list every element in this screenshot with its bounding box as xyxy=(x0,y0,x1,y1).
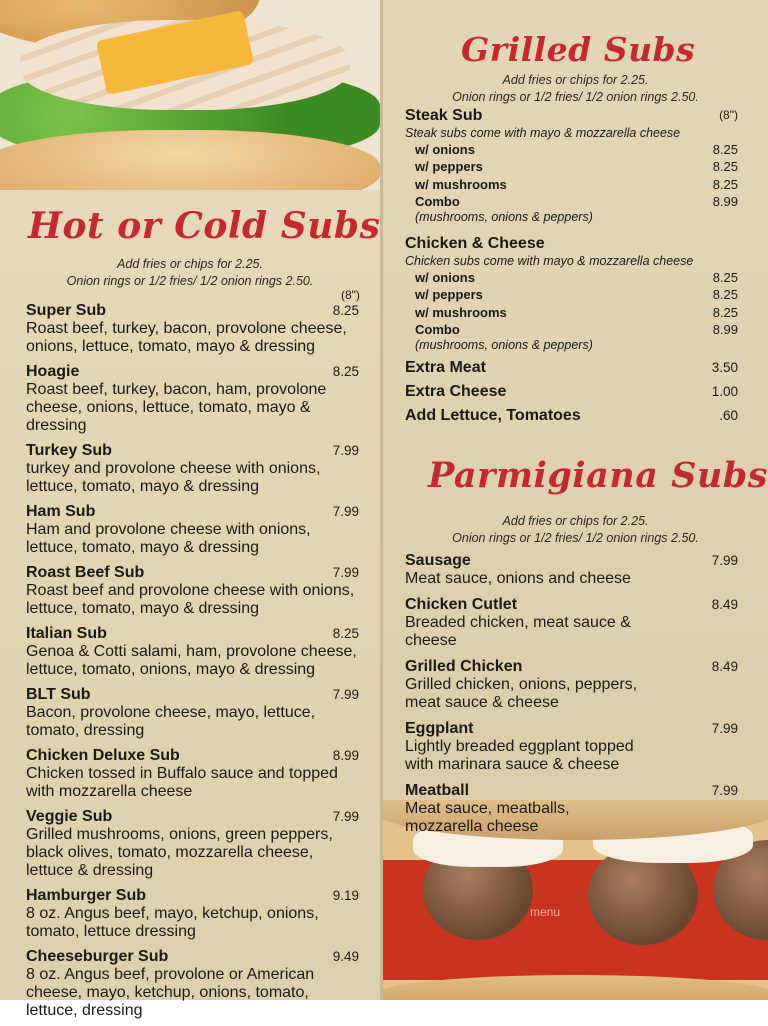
option-price: 8.25 xyxy=(712,304,738,320)
item-desc: Ham and provolone cheese with onions, lettuce, tomato, mayo & dressing xyxy=(26,521,311,556)
menu-item xyxy=(405,595,738,650)
item-desc: Roast beef and provolone cheese with onions, lettuce, tomato, mayo & dressing xyxy=(26,582,355,617)
item-name: Steak Sub xyxy=(405,107,483,124)
item-name: Extra Meat xyxy=(405,359,486,377)
menu-item xyxy=(26,441,359,496)
option-price: 8.99 xyxy=(712,193,738,209)
chicken-desc: Chicken subs come with mayo & mozzarella cheese xyxy=(405,254,694,269)
menu-item-header xyxy=(405,719,738,738)
size-label: (8") xyxy=(719,108,738,122)
option-row xyxy=(405,193,738,225)
option-name: w/ onions xyxy=(415,270,475,286)
turkey-sandwich-image xyxy=(0,0,380,190)
item-desc: 8 oz. Angus beef, provolone or American cheese, mayo, ketchup, onions, tomato, lettuce, dressing xyxy=(26,966,315,1019)
option-row xyxy=(405,176,738,193)
item-price: .60 xyxy=(719,408,738,424)
item-name: BLT Sub xyxy=(26,686,91,703)
item-desc: turkey and provolone cheese with onions, lettuce, tomato, mayo & dressing xyxy=(26,460,321,495)
item-name: Super Sub xyxy=(26,302,107,319)
item-desc: Grilled chicken, onions, peppers, meat sauce & cheese xyxy=(405,676,638,711)
item-price: 8.49 xyxy=(711,659,738,674)
item-price: 8.99 xyxy=(332,748,359,763)
option-name: w/ peppers xyxy=(415,287,483,303)
option-row xyxy=(405,141,738,158)
item-desc: Meat sauce, onions and cheese xyxy=(405,570,631,587)
menu-item xyxy=(405,781,738,836)
extra-item xyxy=(405,358,738,377)
option-price: 8.25 xyxy=(712,270,738,286)
menu-item-header xyxy=(405,595,738,614)
option-name: w/ mushrooms xyxy=(415,304,507,320)
item-name: Chicken & Cheese xyxy=(405,235,545,253)
option-row xyxy=(405,321,738,353)
option-price: 8.99 xyxy=(712,322,738,338)
item-name: Add Lettuce, Tomatoes xyxy=(405,407,581,425)
item-desc: Breaded chicken, meat sauce & cheese xyxy=(405,614,631,649)
menu-item xyxy=(26,947,359,1020)
menu-item-header xyxy=(26,441,359,460)
menu-item-header xyxy=(26,301,359,320)
size-label: (8") xyxy=(341,288,360,302)
item-name: Italian Sub xyxy=(26,625,107,642)
parm-items xyxy=(405,551,738,843)
item-price: 8.49 xyxy=(711,597,738,612)
item-name: Chicken Cutlet xyxy=(405,596,518,613)
option-price: 8.25 xyxy=(712,176,738,192)
menu-item-header xyxy=(26,746,359,765)
item-desc: 8 oz. Angus beef, mayo, ketchup, onions, tomato, lettuce dressing xyxy=(26,905,319,940)
item-desc: Genoa & Cotti salami, ham, provolone cheese, lettuce, tomato, onions, mayo & dressing xyxy=(26,643,357,678)
option-price: 8.25 xyxy=(712,287,738,303)
item-price: 7.99 xyxy=(332,565,359,580)
option-row xyxy=(405,158,738,175)
hot-cold-title: Hot or Cold Subs xyxy=(28,205,381,247)
item-name: Cheeseburger Sub xyxy=(26,948,169,965)
menu-item-header xyxy=(26,624,359,643)
item-price: 8.25 xyxy=(332,303,359,318)
option-note: (mushrooms, onions & peppers) xyxy=(415,338,593,353)
option-name: w/ peppers xyxy=(415,159,483,175)
item-desc: Lightly breaded eggplant topped with marinara sauce & cheese xyxy=(405,738,634,773)
extra-item xyxy=(405,406,738,425)
item-price: 8.25 xyxy=(332,364,359,379)
menu-item-header xyxy=(26,685,359,704)
menu-item-header xyxy=(26,886,359,905)
option-name: Combo xyxy=(415,322,460,338)
item-desc: Roast beef, turkey, bacon, provolone cheese, onions, lettuce, tomato, mayo & dressing xyxy=(26,320,347,355)
menu-item xyxy=(26,624,359,679)
hot-cold-items xyxy=(26,301,359,1026)
grilled-note: Add fries or chips for 2.25. Onion rings or 1/2 fries/ 1/2 onion rings 2.50. xyxy=(452,73,699,104)
menu-item xyxy=(26,685,359,740)
item-price: 1.00 xyxy=(711,384,738,400)
extra-item xyxy=(405,382,738,401)
item-price: 8.25 xyxy=(332,626,359,641)
item-name: Ham Sub xyxy=(26,503,96,520)
grilled-title: Grilled Subs xyxy=(461,30,696,69)
menu-item-header xyxy=(26,502,359,521)
option-name: w/ onions xyxy=(415,142,475,157)
option-row xyxy=(405,286,738,303)
item-price: 7.99 xyxy=(332,687,359,702)
menu-item-header xyxy=(405,551,738,570)
menu-item xyxy=(405,719,738,774)
menu-item-header xyxy=(26,563,359,582)
bread-bottom xyxy=(0,130,380,190)
item-desc: Roast beef, turkey, bacon, ham, provolone cheese, onions, lettuce, tomato, mayo & dressing xyxy=(26,381,327,434)
item-desc: Meat sauce, meatballs, mozzarella cheese xyxy=(405,800,570,835)
menu-item xyxy=(26,301,359,356)
menu-item xyxy=(26,362,359,435)
item-name: Grilled Chicken xyxy=(405,658,523,675)
watermark: menu xyxy=(530,905,561,919)
item-name: Eggplant xyxy=(405,720,474,737)
option-note: (mushrooms, onions & peppers) xyxy=(415,210,593,225)
menu-item xyxy=(26,563,359,618)
item-desc: Chicken tossed in Buffalo sauce and topped with mozzarella cheese xyxy=(26,765,338,800)
menu-item-header xyxy=(405,781,738,800)
item-price: 7.99 xyxy=(332,443,359,458)
item-name: Roast Beef Sub xyxy=(26,564,145,581)
item-name: Sausage xyxy=(405,552,471,569)
item-desc: Bacon, provolone cheese, mayo, lettuce, tomato, dressing xyxy=(26,704,316,739)
menu-item xyxy=(405,551,738,588)
option-price: 8.25 xyxy=(712,159,738,175)
item-desc: Grilled mushrooms, onions, green peppers, black olives, tomato, mozzarella cheese, lettuce & dressing xyxy=(26,826,333,879)
item-price: 9.49 xyxy=(332,949,359,964)
item-name: Extra Cheese xyxy=(405,383,507,401)
item-name: Meatball xyxy=(405,782,470,799)
steak-sub xyxy=(405,106,738,125)
menu-item xyxy=(26,807,359,880)
item-name: Hamburger Sub xyxy=(26,887,147,904)
item-price: 7.99 xyxy=(711,783,738,798)
item-price: 7.99 xyxy=(332,504,359,519)
option-price: 8.25 xyxy=(712,142,738,157)
menu-item-header xyxy=(26,947,359,966)
menu-item xyxy=(26,886,359,941)
steak-desc: Steak subs come with mayo & mozzarella cheese xyxy=(405,126,681,140)
option-row xyxy=(405,269,738,286)
item-name: Turkey Sub xyxy=(26,442,112,459)
item-price: 7.99 xyxy=(711,721,738,736)
item-name: Veggie Sub xyxy=(26,808,113,825)
item-name: Chicken Deluxe Sub xyxy=(26,747,180,764)
chicken-cheese xyxy=(405,234,738,253)
extras xyxy=(405,358,738,425)
option-name: Combo xyxy=(415,193,460,209)
option-name: w/ mushrooms xyxy=(415,176,507,192)
menu-item-header xyxy=(26,807,359,826)
item-price: 9.19 xyxy=(332,888,359,903)
parm-note: Add fries or chips for 2.25. Onion rings or 1/2 fries/ 1/2 onion rings 2.50. xyxy=(452,514,699,545)
menu-item xyxy=(405,657,738,712)
menu-item-header xyxy=(405,657,738,676)
hot-cold-note: Add fries or chips for 2.25. Onion rings or 1/2 fries/ 1/2 onion rings 2.50. xyxy=(66,257,314,288)
menu-item-header xyxy=(26,362,359,381)
chicken-options xyxy=(405,269,738,353)
option-row xyxy=(405,304,738,321)
item-price: 7.99 xyxy=(332,809,359,824)
menu-item xyxy=(26,746,359,801)
parm-title: Parmigiana Subs xyxy=(428,455,768,496)
steak-options xyxy=(405,141,738,225)
item-price: 3.50 xyxy=(711,360,738,376)
item-name: Hoagie xyxy=(26,363,80,380)
item-price: 7.99 xyxy=(711,553,738,568)
menu-item xyxy=(26,502,359,557)
grilled-items xyxy=(405,106,738,430)
